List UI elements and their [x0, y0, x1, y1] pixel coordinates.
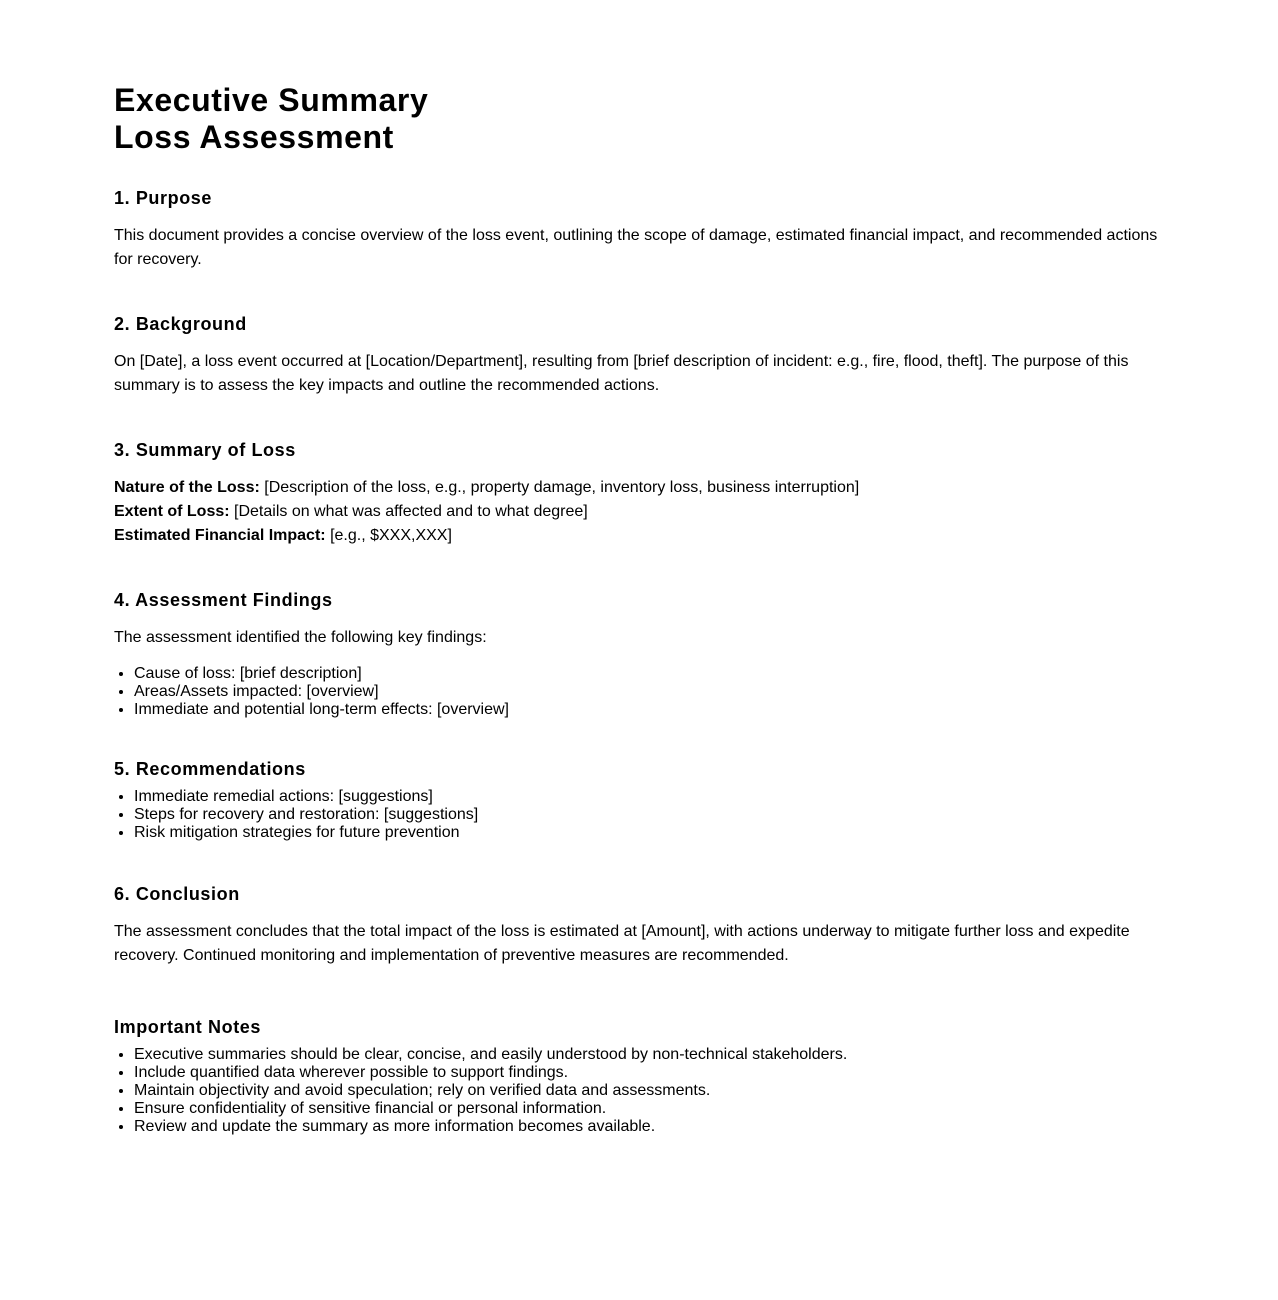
recommendations-list [114, 788, 1164, 842]
list-item: • Immediate remedial actions: [suggestions] [134, 788, 1164, 806]
section-heading: 1. Purpose [114, 188, 213, 208]
field-value: [e.g., $XXX,XXX] [330, 527, 452, 544]
section-heading: 6. Conclusion [114, 884, 240, 904]
list-item: • Include quantified data wherever possible to support findings. [134, 1064, 1164, 1082]
section-important-notes [114, 1016, 1164, 1136]
findings-intro: The assessment identified the following key findings: [114, 629, 487, 646]
field-nature-of-loss [114, 476, 1164, 500]
section-body: On [Date], a loss event occurred at [Location/Department], resulting from [brief description of incident: e.g., fire, flood, theft]. The purpose of this summary is to assess the key impacts and outline the recommended actions. [114, 353, 1129, 394]
section-summary-of-loss [114, 439, 1164, 548]
field-estimated-financial-impact [114, 524, 1164, 548]
section-body: The assessment concludes that the total impact of the loss is estimated at [Amount], with actions underway to mitigate further loss and expedite recovery. Continued monitoring and implementation of preventive measures are recommended. [114, 923, 1130, 964]
section-background [114, 313, 1164, 398]
section-heading: 2. Background [114, 314, 247, 334]
section-body: This document provides a concise overview of the loss event, outlining the scope of damage, estimated financial impact, and recommended actions for recovery. [114, 227, 1158, 268]
list-item: • Ensure confidentiality of sensitive financial or personal information. [134, 1100, 1164, 1118]
section-conclusion [114, 883, 1164, 968]
section-assessment-findings [114, 589, 1164, 719]
title-line-2: Loss Assessment [114, 119, 394, 155]
list-item: • Maintain objectivity and avoid speculation; rely on verified data and assessments. [134, 1082, 1164, 1100]
list-item: • Areas/Assets impacted: [overview] [134, 683, 1164, 701]
field-label: Nature of the Loss: [114, 479, 260, 496]
field-value: [Description of the loss, e.g., property damage, inventory loss, business interruption] [264, 479, 860, 496]
section-heading: Important Notes [114, 1017, 262, 1037]
summary-fields [114, 476, 1164, 548]
list-item: • Immediate and potential long-term effects: [overview] [134, 701, 1164, 719]
notes-list [114, 1046, 1164, 1136]
field-value: [Details on what was affected and to what degree] [234, 503, 588, 520]
section-purpose [114, 187, 1164, 272]
document-title [114, 82, 1164, 156]
field-label: Estimated Financial Impact: [114, 527, 326, 544]
title-line-1: Executive Summary [114, 82, 429, 118]
section-heading: 4. Assessment Findings [114, 590, 333, 610]
section-heading: 3. Summary of Loss [114, 440, 296, 460]
list-item: • Cause of loss: [brief description] [134, 665, 1164, 683]
list-item: • Steps for recovery and restoration: [suggestions] [134, 806, 1164, 824]
list-item: • Executive summaries should be clear, concise, and easily understood by non-technical stakeholders. [134, 1046, 1164, 1064]
list-item: • Risk mitigation strategies for future prevention [134, 824, 1164, 842]
field-extent-of-loss [114, 500, 1164, 524]
list-item: • Review and update the summary as more information becomes available. [134, 1118, 1164, 1136]
section-recommendations [114, 758, 1164, 842]
field-label: Extent of Loss: [114, 503, 230, 520]
section-heading: 5. Recommendations [114, 759, 306, 779]
findings-list [114, 665, 1164, 719]
